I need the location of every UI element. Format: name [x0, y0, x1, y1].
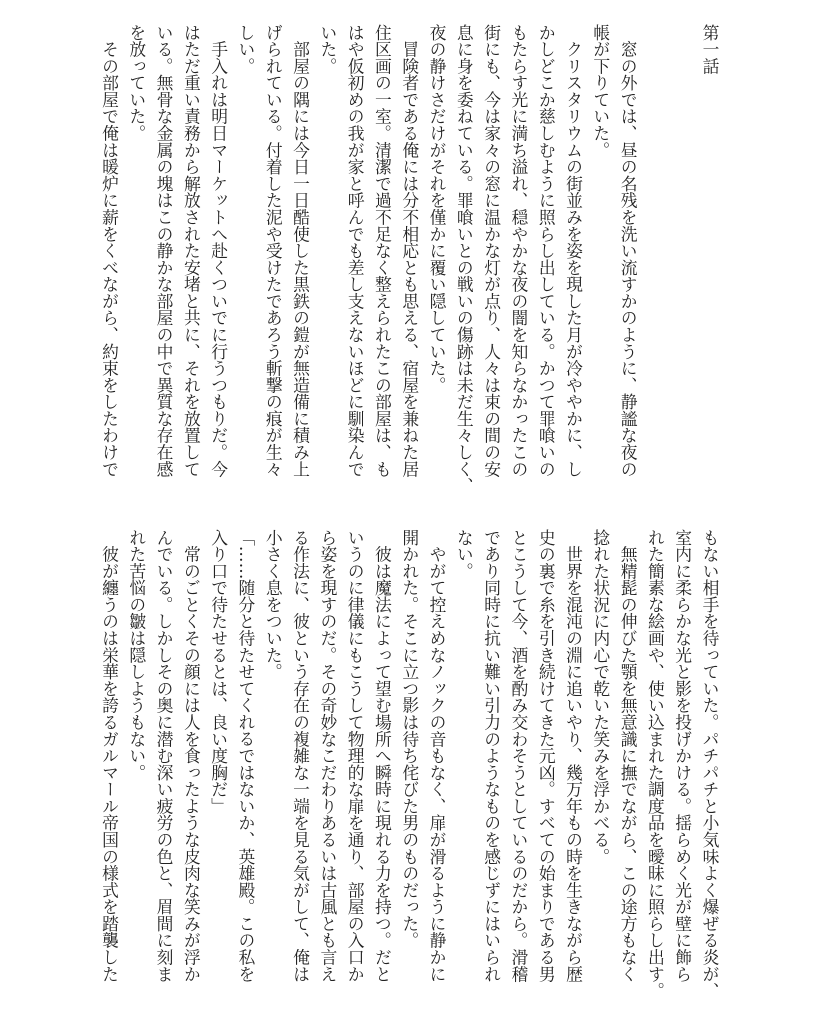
text-line: とこうして今、酒を酌み交わそうとしているのだから。滑稽 — [508, 529, 529, 983]
text-line — [668, 24, 695, 494]
text-line: 常のごとくその顔には人を食ったような皮肉な笑みが浮か — [181, 529, 202, 983]
text-line — [641, 24, 668, 494]
text-line: る作法に、彼という存在の複雑な一端を見る気がして、俺は — [290, 529, 311, 983]
text-line: はただ重い責務から解放された安堵と共に、それを放置して — [181, 24, 202, 478]
text-line: を放っていた。 — [126, 24, 147, 142]
text-line: ら姿を現すのだ。その奇妙なこだわりあるいは古風とも言え — [317, 529, 338, 983]
text-line: もたらす光に満ち溢れ、穏やかな夜の闇を知らなかったこの — [508, 24, 529, 478]
text-line: れた簡素な絵画や、使い込まれた調度品を曖昧に照らし出す。 — [645, 529, 666, 1000]
text-line: 冒険者である俺には分不相応とも思える、宿屋を兼ねた居 — [399, 24, 420, 478]
text-line: 入り口で待たせるとは、良い度胸だ」 — [208, 529, 229, 815]
text-line: やがて控えめなノックの音もなく、扉が滑るように静かに — [427, 529, 448, 983]
text-line: いる。無骨な金属の塊はこの静かな部屋の中で異質な存在感 — [154, 24, 175, 478]
text-line: もない相手を待っていた。パチパチと小気味よく爆ぜる炎が、 — [700, 529, 720, 1000]
text-line: 捻れた状況に内心で乾いた笑みを浮かべる。 — [590, 529, 611, 865]
text-line: 夜の静けさだけがそれを僅かに覆い隠していた。 — [427, 24, 448, 394]
text-line: 帳が下りていた。 — [590, 24, 611, 159]
text-line: 彼が纏うのは栄華を誇るガルマール帝国の様式を踏襲した — [99, 529, 120, 983]
text-line: いうのに律儀にもこうして物理的な扉を通り、部屋の入口か — [345, 529, 366, 983]
text-line: 世界を混沌の淵に追いやり、幾万年もの時を生きながら歴 — [563, 529, 584, 983]
bottom-text-block — [95, 529, 723, 999]
text-line: しい。 — [235, 24, 256, 75]
text-line: 手入れは明日マーケットへ赴くついでに行うつもりだ。今 — [208, 24, 229, 478]
text-line: 住区画の一室。清潔で過不足なく整えられたこの部屋は、も — [372, 24, 393, 478]
text-line: れた苦悩の皺は隠しようもない。 — [126, 529, 147, 781]
text-line: 部屋の隅には今日一日酷使した黒鉄の鎧が無造備に積み上 — [290, 24, 311, 478]
text-line: ない。 — [454, 529, 475, 580]
text-line: その部屋で俺は暖炉に薪をくべながら、約束をしたわけで — [99, 24, 120, 478]
chapter-title: 第一話 — [700, 24, 720, 75]
text-line: 窓の外では、昼の名残を洗い流すかのように、静謐な夜の — [618, 24, 639, 478]
text-line: かしどこか慈しむように照らし出している。かつて罪喰いの — [536, 24, 557, 478]
text-line: いた。 — [317, 24, 338, 75]
text-line: 史の裏で糸を引き続けてきた元凶。すべての始まりである男 — [536, 529, 557, 983]
text-line: 無精髭の伸びた顎を無意識に撫でながら、この途方もなく — [618, 529, 639, 983]
text-line: はや仮初めの我が家と呼んでも差し支えないほどに馴染んで — [345, 24, 366, 478]
text-line: んでいる。しかしその奥に潜む深い疲労の色と、眉間に刻ま — [154, 529, 175, 983]
text-line: 室内に柔らかな光と影を投げかける。揺らめく光が壁に飾ら — [672, 529, 693, 983]
text-line: クリスタリウムの街並みを姿を現した月が冷ややかに、し — [563, 24, 584, 478]
text-line: 開かれた。そこに立つ影は待ち侘びた男のものだった。 — [399, 529, 420, 949]
text-line: であり同時に抗い難い引力のようなものを感じずにはいられ — [481, 529, 502, 983]
text-line: 街にも、今は家々の窓に温かな灯が点り、人々は束の間の安 — [481, 24, 502, 478]
text-line: 息に身を委ねている。罪喰いとの戦いの傷跡は未だ生々しく、 — [454, 24, 475, 495]
text-line: げられている。付着した泥や受けたであろう斬撃の痕が生々 — [263, 24, 284, 478]
text-line: 「……随分と待たせてくれるではないか、英雄殿。この私を — [235, 529, 256, 983]
top-text-block — [95, 24, 723, 494]
text-line: 彼は魔法によって望む場所へ瞬時に現れる力を持つ。だと — [372, 529, 393, 983]
text-line: 小さく息をついた。 — [263, 529, 284, 681]
